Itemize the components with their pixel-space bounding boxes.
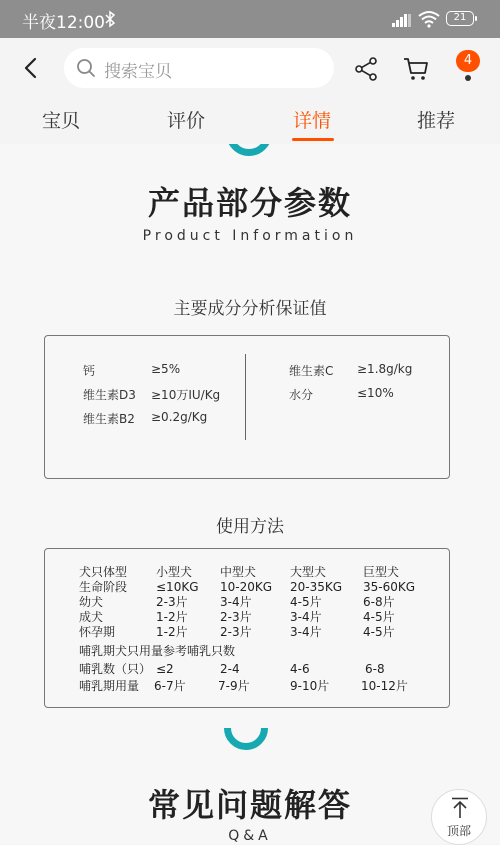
faq-title: 常见问题解答 [147, 786, 352, 824]
usage-cell: 2-3片 [220, 610, 252, 624]
detail-content [0, 144, 500, 844]
section-title: 产品部分参数 [147, 184, 352, 222]
usage-cell: 怀孕期 [79, 625, 116, 639]
usage-cell: 3-4片 [290, 610, 322, 624]
usage-cell: 小型犬 [156, 565, 193, 579]
analysis-title: 主要成分分析保证值 [173, 299, 327, 319]
param-name: 钙 [83, 364, 96, 378]
tab-details[interactable]: 详情 [293, 110, 332, 132]
usage-cell: 2-3片 [220, 625, 252, 639]
param-value: ≥10万IU/Kg [151, 388, 221, 402]
usage-cell: 4-6 [290, 662, 310, 676]
tab-reviews[interactable]: 评价 [167, 110, 206, 132]
usage-row [45, 610, 449, 625]
usage-cell: 7-9片 [218, 679, 250, 693]
usage-cell: 成犬 [79, 610, 104, 624]
nav-bar [0, 38, 500, 98]
usage-cell: 10-12片 [361, 679, 408, 693]
usage-cell: 3-4片 [290, 625, 322, 639]
usage-row [45, 679, 449, 694]
usage-cell: 6-8 [365, 662, 385, 676]
back-to-top-label: 顶部 [446, 824, 471, 838]
more-icon[interactable] [465, 75, 471, 81]
param-value: ≤10% [357, 386, 394, 400]
usage-cell: 2-3片 [156, 595, 188, 609]
detail-tabs [0, 98, 500, 144]
usage-cell: 20-35KG [290, 580, 343, 594]
battery-cap [475, 16, 477, 21]
back-to-top-button[interactable] [431, 789, 487, 845]
tab-item[interactable]: 宝贝 [42, 110, 81, 132]
usage-cell: 3-4片 [220, 595, 252, 609]
usage-cell: 35-60KG [363, 580, 416, 594]
bluetooth-icon [104, 10, 116, 28]
param-name: 水分 [289, 388, 314, 402]
usage-cell: 4-5片 [290, 595, 322, 609]
search-icon [76, 58, 96, 78]
param-value: ≥1.8g/kg [357, 362, 413, 376]
param-name: 维生素C [289, 364, 334, 378]
param-name: 维生素D3 [83, 388, 136, 402]
usage-cell: 中型犬 [220, 565, 257, 579]
params-table [44, 335, 450, 479]
back-icon[interactable] [20, 56, 42, 80]
teal-arc-decoration [224, 706, 268, 750]
usage-row [45, 644, 449, 659]
teal-arc-decoration [226, 144, 272, 156]
param-name: 维生素B2 [83, 412, 135, 426]
tab-recommend[interactable]: 推荐 [417, 110, 456, 132]
cart-badge[interactable]: 4 [456, 50, 480, 72]
usage-cell: 1-2片 [156, 625, 188, 639]
battery-level: 21 [453, 12, 467, 23]
usage-row [45, 662, 449, 677]
usage-cell: 大型犬 [290, 565, 327, 579]
search-placeholder: 搜索宝贝 [104, 62, 172, 82]
usage-cell: 幼犬 [79, 595, 104, 609]
usage-cell: 巨型犬 [363, 565, 400, 579]
usage-cell: 1-2片 [156, 610, 188, 624]
param-value: ≥0.2g/Kg [151, 410, 208, 424]
usage-cell: ≤10KG [156, 580, 199, 594]
usage-cell: 6-8片 [363, 595, 395, 609]
status-bar [0, 0, 500, 38]
usage-row [45, 625, 449, 640]
faq-subtitle: Q&A [228, 828, 272, 844]
cart-icon[interactable] [403, 57, 429, 81]
usage-table [44, 548, 450, 708]
arrow-up-icon [450, 797, 470, 819]
usage-cell: 2-4 [220, 662, 240, 676]
nursing-note: 哺乳期犬只用量参考哺乳只数 [79, 644, 236, 658]
params-divider [245, 354, 246, 440]
status-time: 半夜12:00 [22, 13, 105, 33]
usage-cell: 生命阶段 [79, 580, 128, 594]
section-subtitle: Product Information [142, 228, 358, 244]
signal-icon [392, 13, 412, 27]
param-value: ≥5% [151, 362, 181, 376]
active-tab-indicator [292, 138, 334, 141]
usage-row [45, 580, 449, 595]
usage-cell: 6-7片 [154, 679, 186, 693]
usage-cell: 10-20KG [220, 580, 273, 594]
usage-title: 使用方法 [216, 517, 284, 537]
share-icon[interactable] [354, 57, 378, 81]
usage-row [45, 595, 449, 610]
usage-cell: ≤2 [156, 662, 174, 676]
battery-icon [446, 11, 474, 26]
usage-cell: 哺乳数（只） [79, 662, 152, 676]
usage-cell: 哺乳期用量 [79, 679, 140, 693]
usage-row [45, 565, 449, 580]
search-input[interactable] [64, 48, 334, 88]
usage-cell: 4-5片 [363, 625, 395, 639]
usage-cell: 9-10片 [290, 679, 330, 693]
wifi-icon [418, 10, 440, 28]
usage-cell: 犬只体型 [79, 565, 128, 579]
usage-cell: 4-5片 [363, 610, 395, 624]
